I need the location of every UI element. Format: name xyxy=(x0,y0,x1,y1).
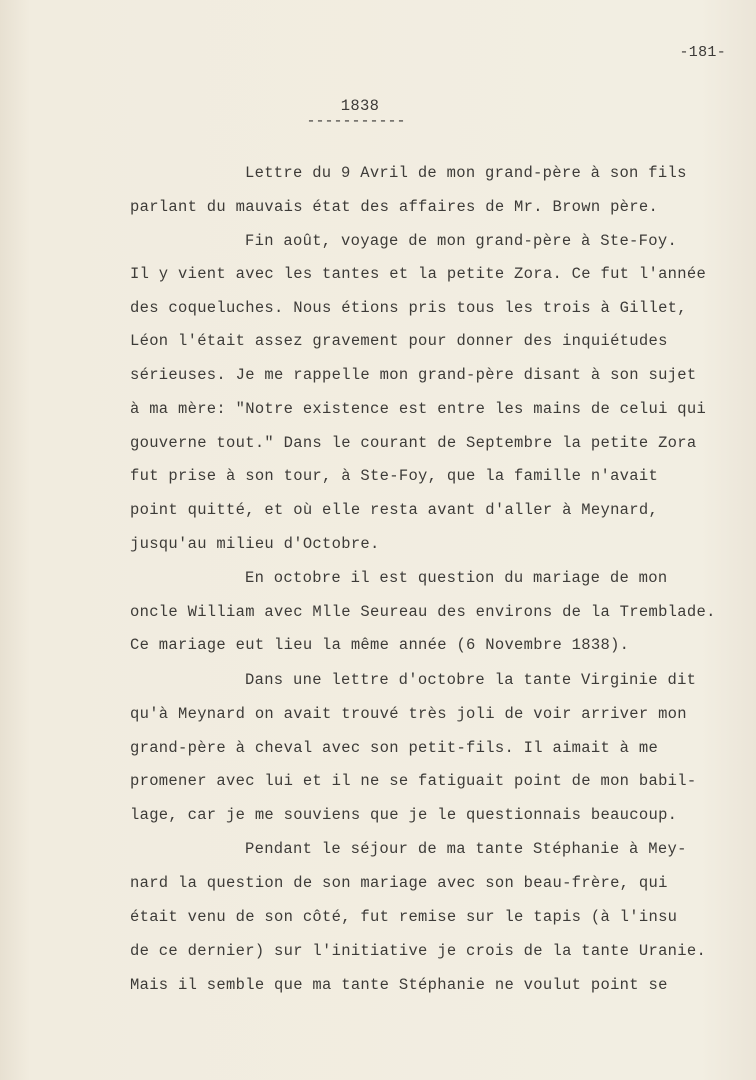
text-line: Il y vient avec les tantes et la petite Zora. Ce fut l'année xyxy=(130,265,707,283)
text-line: des coqueluches. Nous étions pris tous les trois à Gillet, xyxy=(130,299,687,317)
year-heading: 1838 xyxy=(340,97,380,115)
year-underline: ----------- xyxy=(306,113,406,130)
text-line: de ce dernier) sur l'initiative je crois de la tante Uranie. xyxy=(130,942,707,960)
text-line: Mais il semble que ma tante Stéphanie ne voulut point se xyxy=(130,976,668,994)
text-line: Fin août, voyage de mon grand-père à Ste-Foy. xyxy=(245,232,678,250)
text-line: Ce mariage eut lieu la même année (6 Novembre 1838). xyxy=(130,636,630,654)
text-line: En octobre il est question du mariage de mon xyxy=(245,569,668,587)
text-line: qu'à Meynard on avait trouvé très joli de voir arriver mon xyxy=(130,705,687,723)
text-line: à ma mère: "Notre existence est entre les mains de celui qui xyxy=(130,400,707,418)
text-line: nard la question de son mariage avec son beau-frère, qui xyxy=(130,874,668,892)
text-line: grand-père à cheval avec son petit-fils. Il aimait à me xyxy=(130,739,659,757)
text-line: fut prise à son tour, à Ste-Foy, que la famille n'avait xyxy=(130,467,659,485)
text-line: lage, car je me souviens que je le questionnais beaucoup. xyxy=(130,806,678,824)
text-line: point quitté, et où elle resta avant d'aller à Meynard, xyxy=(130,501,659,519)
text-line: Léon l'était assez gravement pour donner des inquiétudes xyxy=(130,332,668,350)
text-line: gouverne tout." Dans le courant de Septembre la petite Zora xyxy=(130,434,697,452)
text-line: était venu de son côté, fut remise sur le tapis (à l'insu xyxy=(130,908,678,926)
text-line: promener avec lui et il ne se fatiguait point de mon babil- xyxy=(130,772,697,790)
text-line: Dans une lettre d'octobre la tante Virginie dit xyxy=(245,671,697,689)
text-line: sérieuses. Je me rappelle mon grand-père disant à son sujet xyxy=(130,366,697,384)
text-line: Pendant le séjour de ma tante Stéphanie à Mey- xyxy=(245,840,687,858)
text-line: jusqu'au milieu d'Octobre. xyxy=(130,535,380,553)
page-number: -181- xyxy=(679,44,726,61)
text-line: oncle William avec Mlle Seureau des environs de la Tremblade. xyxy=(130,603,716,621)
text-line: parlant du mauvais état des affaires de Mr. Brown père. xyxy=(130,198,659,216)
text-line: Lettre du 9 Avril de mon grand-père à son fils xyxy=(245,164,687,182)
